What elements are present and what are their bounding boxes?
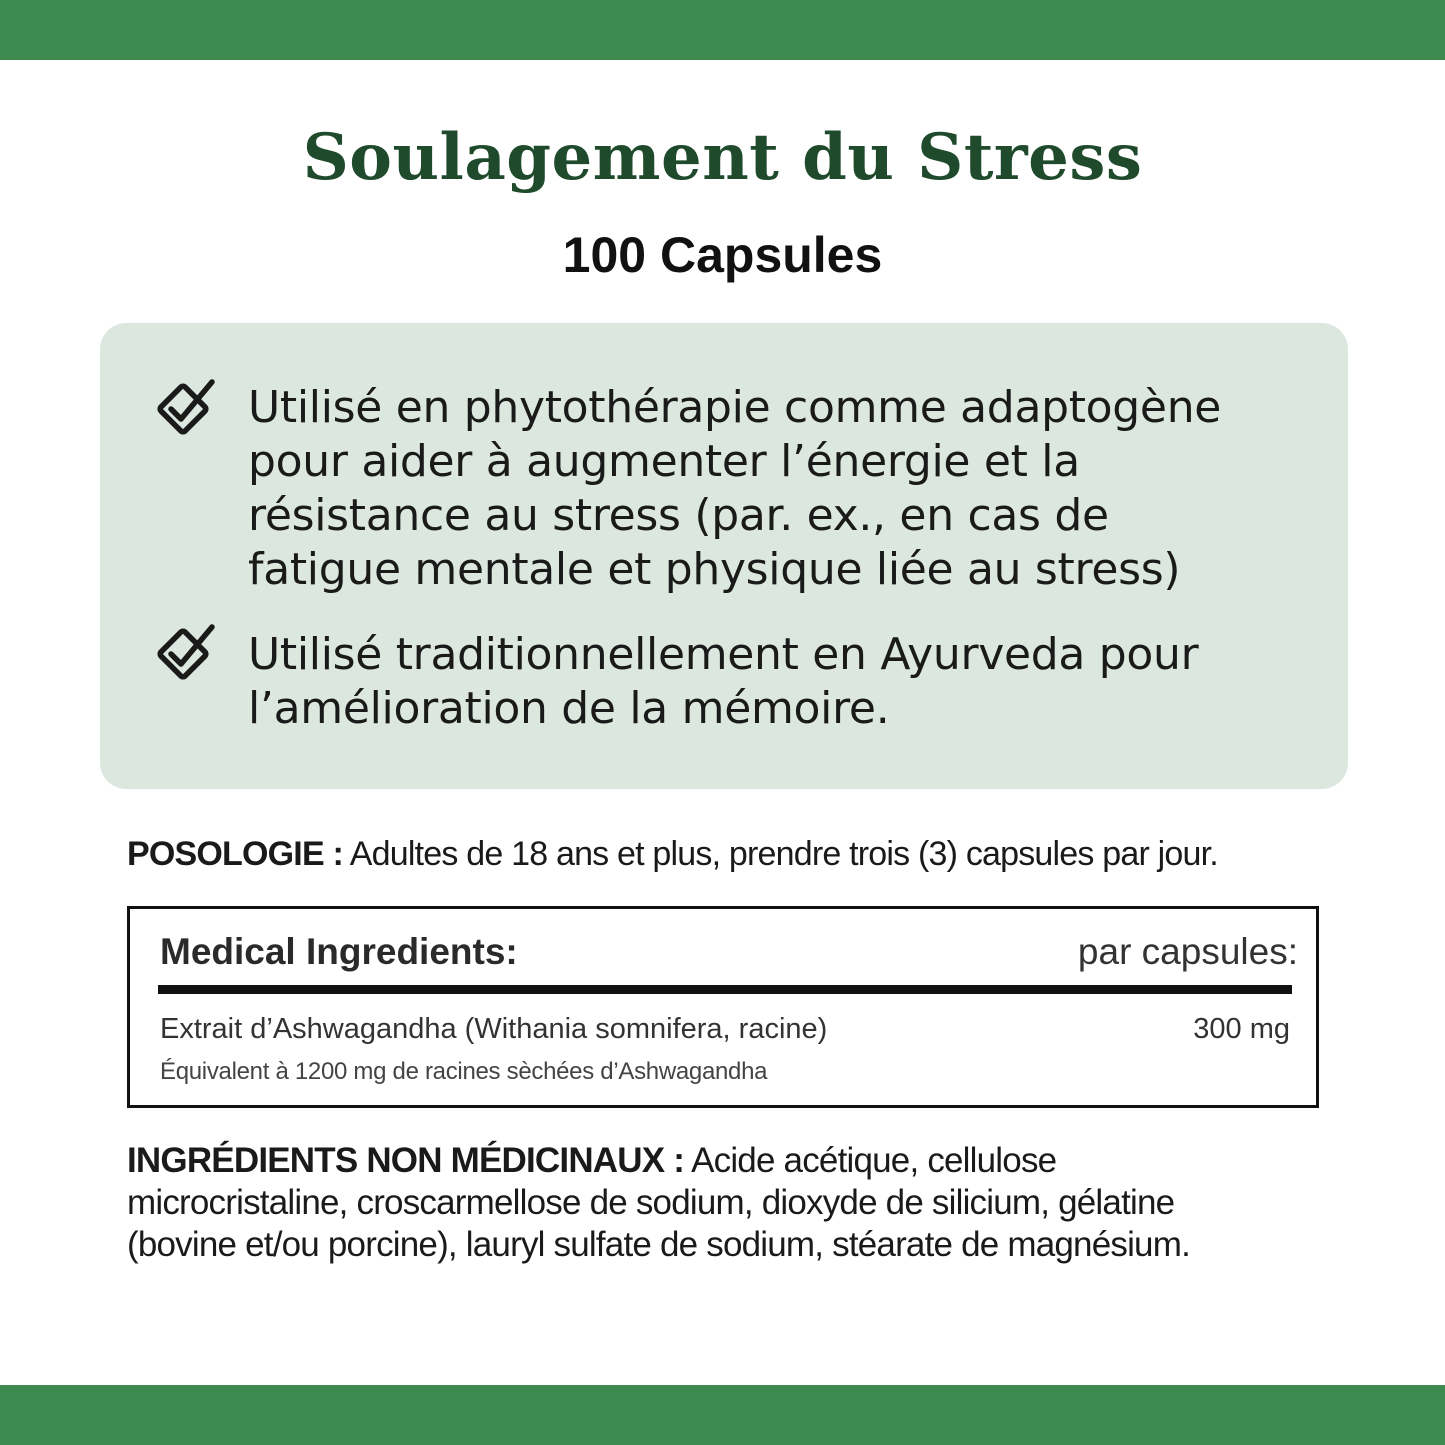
ingredient-equivalence-note: Équivalent à 1200 mg de racines sèchées d’Ashwagandha bbox=[160, 1058, 768, 1085]
table-divider bbox=[158, 985, 1292, 994]
claim-line: Utilisé en phytothérapie comme adaptogène bbox=[248, 382, 1222, 433]
claim-text bbox=[248, 381, 1328, 597]
claims-box bbox=[100, 323, 1348, 789]
claim-line: fatigue mentale et physique liée au stress) bbox=[248, 544, 1181, 595]
claim-text bbox=[248, 628, 1328, 736]
non-medicinal-line: (bovine et/ou porcine), lauryl sulfate de sodium, stéarate de magnésium. bbox=[127, 1225, 1190, 1264]
non-medicinal-line: Acide acétique, cellulose bbox=[684, 1141, 1057, 1180]
ingredients-header: Medical Ingredients: bbox=[160, 931, 518, 972]
non-medicinal-line: microcristaline, croscarmellose de sodium, dioxyde de silicium, gélatine bbox=[127, 1183, 1175, 1222]
ingredient-amount: 300 mg bbox=[1193, 1013, 1290, 1045]
posology-label: POSOLOGIE : bbox=[127, 835, 344, 873]
posology-text: Adultes de 18 ans et plus, prendre trois (3) capsules par jour. bbox=[343, 835, 1218, 873]
posology bbox=[127, 832, 1327, 876]
non-medicinal-ingredients bbox=[127, 1140, 1327, 1266]
checkbox-check-icon bbox=[152, 378, 218, 444]
bottom-green-band bbox=[0, 1385, 1445, 1445]
product-title: Soulagement du Stress bbox=[302, 120, 1143, 195]
top-green-band bbox=[0, 0, 1445, 60]
capsule-count: 100 Capsules bbox=[562, 227, 883, 283]
claim-line: pour aider à augmenter l’énergie et la bbox=[248, 436, 1080, 487]
ingredient-name: Extrait d’Ashwagandha (Withania somnifera, racine) bbox=[160, 1013, 828, 1045]
checkbox-check-icon bbox=[152, 623, 218, 689]
claim-line: Utilisé traditionnellement en Ayurveda pour bbox=[248, 629, 1199, 680]
non-medicinal-label: INGRÉDIENTS NON MÉDICINAUX : bbox=[127, 1141, 685, 1180]
medical-ingredients-table bbox=[127, 906, 1319, 1108]
per-capsule-header: par capsules: bbox=[1077, 931, 1298, 972]
claim-line: l’amélioration de la mémoire. bbox=[248, 683, 890, 734]
claim-line: résistance au stress (par. ex., en cas de bbox=[248, 490, 1109, 541]
